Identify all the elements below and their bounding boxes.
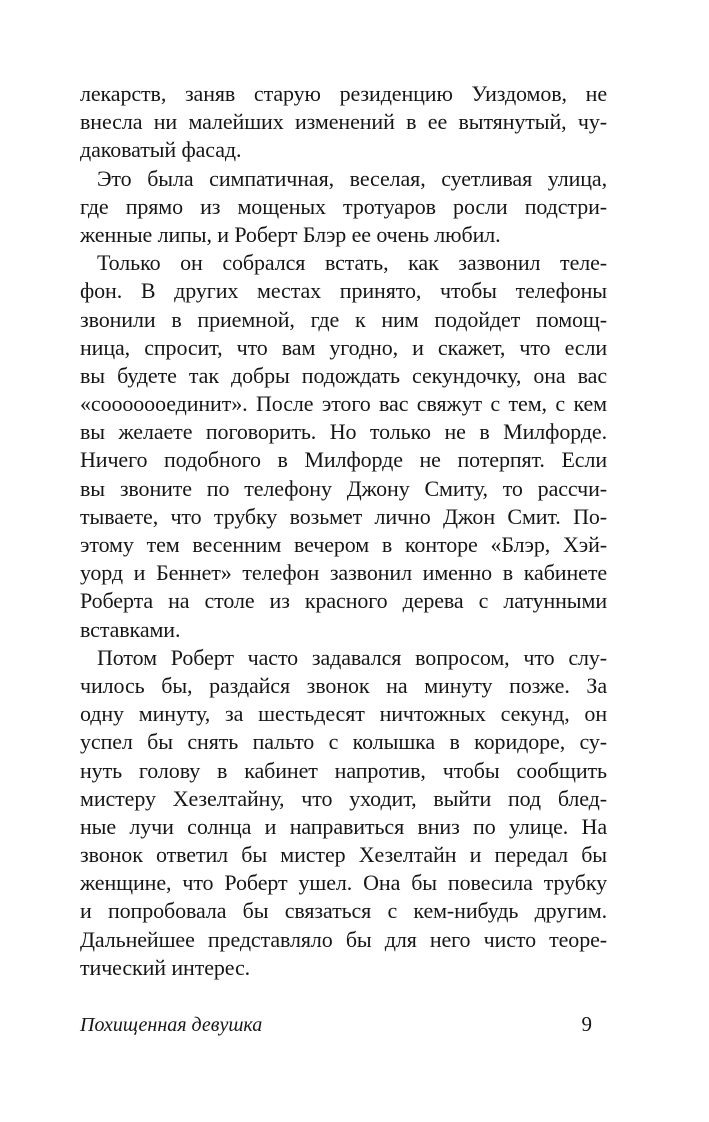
text-line: ные лучи солнца и направиться вниз по улице. На [80, 813, 607, 839]
text-line: фон. В других местах принято, чтобы телефоны [80, 278, 607, 304]
running-title: Похищенная девушка [80, 1014, 263, 1036]
text-line: женные липы, и Роберт Блэр ее очень любил. [80, 221, 501, 247]
text-line: чилось бы, раздайся звонок на минуту позже. За [80, 672, 607, 698]
text-line: Роберта на столе из красного дерева с латунными [80, 588, 607, 614]
text-line: «сооооооединит». После этого вас свяжут с тем, с кем [80, 391, 607, 417]
text-line: успел бы снять пальто с колышка в коридоре, су- [80, 729, 607, 755]
text-line: ница, спросит, что вам угодно, и скажет, что если [80, 334, 607, 360]
text-line: вы желаете поговорить. Но только не в Милфорде. [80, 419, 607, 445]
text-line: нуть голову в кабинет напротив, чтобы сообщить [80, 757, 607, 783]
text-line: звонок ответил бы мистер Хезелтайн и передал бы [80, 842, 607, 868]
text-line: мистеру Хезелтайну, что уходит, выйти под блед- [80, 785, 607, 811]
page-footer [80, 1010, 607, 1039]
text-line: тываете, что трубку возьмет лично Джон Смит. По- [80, 503, 607, 529]
page-number: 9 [581, 1012, 592, 1036]
text-line: даковатый фасад. [80, 137, 242, 163]
text-line: лекарств, заняв старую резиденцию Уиздомов, не [80, 81, 607, 106]
text-line: вы будете так добры подождать секундочку, она вас [80, 362, 607, 388]
text-line: где прямо из мощеных тротуаров росли подстри- [80, 193, 607, 219]
text-line: и попробовала бы связаться с кем-нибудь другим. [80, 898, 607, 924]
text-line: вы звоните по телефону Джону Смиту, то рассчи- [80, 475, 607, 501]
text-line: Дальнейшее представляло бы для него чисто теоре- [80, 926, 607, 952]
text-line: тический интерес. [80, 954, 251, 980]
text-line: этому тем весенним вечером в конторе «Блэр, Хэй- [80, 532, 607, 557]
text-line: женщине, что Роберт ушел. Она бы повесила трубку [80, 870, 607, 896]
text-line: вставками. [80, 616, 181, 642]
text-line: одну минуту, за шестьдесят ничтожных секунд, он [80, 701, 607, 727]
text-line: Потом Роберт часто задавался вопросом, что слу- [97, 644, 607, 670]
text-line: Ничего подобного в Милфорде не потерпят. Если [80, 447, 607, 473]
text-line: внесла ни малейших изменений в ее вытянутый, чу- [80, 109, 607, 135]
body-text [80, 80, 607, 982]
text-line: звонили в приемной, где к ним подойдет помощ- [80, 306, 607, 332]
text-line: уорд и Беннет» телефон зазвонил именно в кабинете [80, 560, 607, 586]
text-line: Это была симпатичная, веселая, суетливая улица, [97, 165, 607, 191]
text-line: Только он собрался встать, как зазвонил теле- [97, 250, 607, 276]
